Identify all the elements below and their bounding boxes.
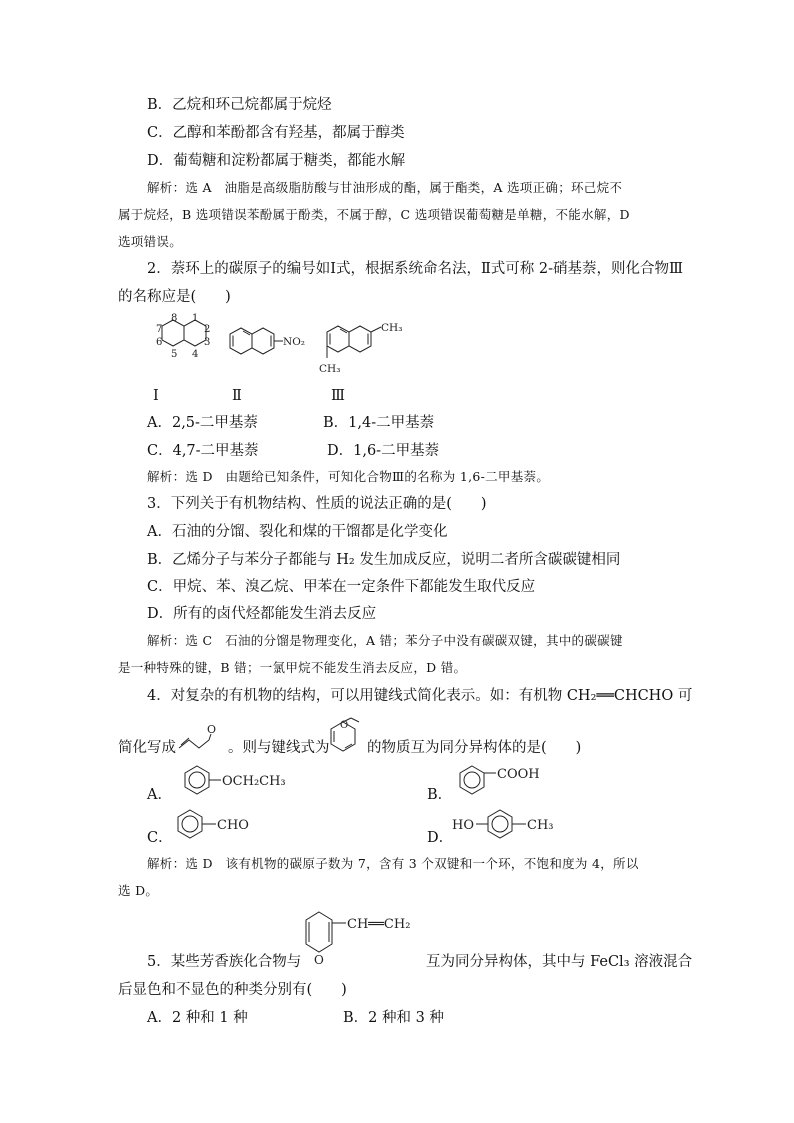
q3-option-a: A．石油的分馏、裂化和煤的干馏都是化学变化 — [147, 524, 448, 540]
q4-stem-line1: 4．对复杂的有机物的结构，可以用键线式简化表示。如：有机物 CH₂══CHCHO 可 — [147, 688, 693, 704]
no2-label: NO₂ — [283, 336, 306, 348]
q4-option-b-label: B． — [427, 787, 453, 803]
q1-option-c: C．乙醇和苯酚都含有羟基，都属于醇类 — [147, 125, 405, 141]
q5-stem-part-a: 5．某些芳香族化合物与 — [147, 954, 302, 970]
ring-num-3: 3 — [204, 337, 211, 348]
q4-option-d-structure — [452, 806, 582, 846]
label-i: Ⅰ — [153, 388, 159, 404]
carbonyl-o-label: O — [207, 723, 217, 736]
q4-analysis-line2: 选 D。 — [118, 883, 159, 898]
q5-option-b: B．2 种和 3 种 — [343, 1010, 444, 1026]
q2-analysis: 解析：选 D 由题给已知条件，可知化合物Ⅲ的名称为 1,6-二甲基萘。 — [147, 469, 550, 484]
q4-stem-part-b: 。则与键线式为 — [228, 740, 330, 756]
q4-option-c-label: C． — [147, 830, 173, 846]
q5-option-a: A．2 种和 1 种 — [147, 1010, 248, 1026]
structure-i — [162, 320, 206, 346]
structure-iii — [327, 326, 381, 358]
ring-num-7: 7 — [156, 324, 163, 335]
structure-ii — [230, 328, 283, 354]
carboxyl-label: COOH — [497, 767, 540, 782]
q2-option-d: D．1,6-二甲基萘 — [327, 443, 440, 459]
q1-analysis-line2: 属于烷烃，B 选项错误苯酚属于酚类，不属于醇，C 选项错误葡萄糖是单糖，不能水解，D — [118, 207, 630, 222]
q2-stem-line2: 的名称应是( ) — [118, 289, 231, 305]
q5-stem-part-b: 互为同分异构体，其中与 FeCl₃ 溶液混合 — [426, 954, 693, 970]
q4-option-b-structure — [452, 762, 562, 802]
hydroxyl-label: HO — [452, 818, 474, 833]
ethoxy-label: OCH₂CH₃ — [222, 774, 286, 789]
q4-stem-part-c: 的物质互为同分异构体的是( ) — [367, 740, 582, 756]
ring-num-2: 2 — [204, 324, 211, 335]
q1-option-d: D．葡萄糖和淀粉都属于糖类，都能水解 — [147, 153, 406, 169]
q3-analysis-line1: 解析：选 C 石油的分馏是物理变化，A 错；苯分子中没有碳碳双键，其中的碳碳键 — [147, 633, 623, 648]
q4-analysis-line1: 解析：选 D 该有机物的碳原子数为 7，含有 3 个双键和一个环，不饱和度为 4，所以 — [147, 856, 639, 871]
q4-option-c-structure — [170, 806, 280, 846]
q2-option-b: B．1,4-二甲基萘 — [323, 415, 435, 431]
q5-stem-line2: 后显色和不显色的种类分别有( ) — [118, 982, 347, 998]
ring-num-4: 4 — [192, 349, 199, 360]
ring-num-6: 6 — [156, 337, 163, 348]
q2-stem-line1: 2．萘环上的碳原子的编号如Ⅰ式，根据系统命名法，Ⅱ式可称 2-硝基萘，则化合物Ⅲ — [147, 261, 684, 277]
q2-option-c: C．4,7-二甲基萘 — [147, 443, 259, 459]
q5-ring-o-label: O — [314, 953, 324, 967]
ring-num-5: 5 — [171, 349, 178, 360]
naphthalene-structures — [150, 312, 420, 380]
label-ii: Ⅱ — [232, 388, 242, 404]
q4-option-a-label: A． — [147, 787, 172, 803]
q3-option-c: C．甲烷、苯、溴乙烷、甲苯在一定条件下都能发生取代反应 — [147, 579, 536, 595]
aldehyde-label: CHO — [217, 818, 249, 833]
q4-stem-part-a: 简化写成 — [118, 740, 176, 756]
label-iii: Ⅲ — [331, 388, 345, 404]
q2-option-a: A．2,5-二甲基萘 — [147, 415, 258, 431]
pyran-ring — [323, 714, 367, 762]
q1-analysis-line1: 解析：选 A 油脂是高级脂肪酸与甘油形成的酯，属于酯类，A 选项正确；环己烷不 — [147, 180, 623, 195]
q3-stem: 3．下列关于有机物结构、性质的说法正确的是( ) — [147, 496, 487, 512]
ch3-label-top: CH₃ — [381, 322, 403, 334]
ring-num-8: 8 — [171, 313, 178, 324]
acrolein-skeleton — [177, 722, 227, 754]
q3-option-d: D．所有的卤代烃都能发生消去反应 — [147, 606, 377, 622]
q4-option-a-structure — [177, 762, 317, 802]
q4-option-d-label: D． — [427, 830, 454, 846]
vinyl-label: CH══CH₂ — [347, 917, 411, 932]
ring-o-label: O — [340, 720, 349, 731]
q3-analysis-line2: 是一种特殊的键，B 错；一氯甲烷不能发生消去反应，D 错。 — [118, 660, 467, 675]
q1-analysis-line3: 选项错误。 — [118, 234, 183, 249]
ch3-label-bottom: CH₃ — [319, 363, 341, 375]
q3-option-b: B．乙烯分子与苯分子都能与 H₂ 发生加成反应，说明二者所含碳碳键相同 — [147, 552, 621, 568]
q1-option-b: B．乙烷和环己烷都属于烷烃 — [147, 97, 332, 113]
methyl-label: CH₃ — [527, 818, 554, 833]
q5-vinyl-pyran — [300, 904, 430, 968]
ring-num-1: 1 — [192, 313, 199, 324]
